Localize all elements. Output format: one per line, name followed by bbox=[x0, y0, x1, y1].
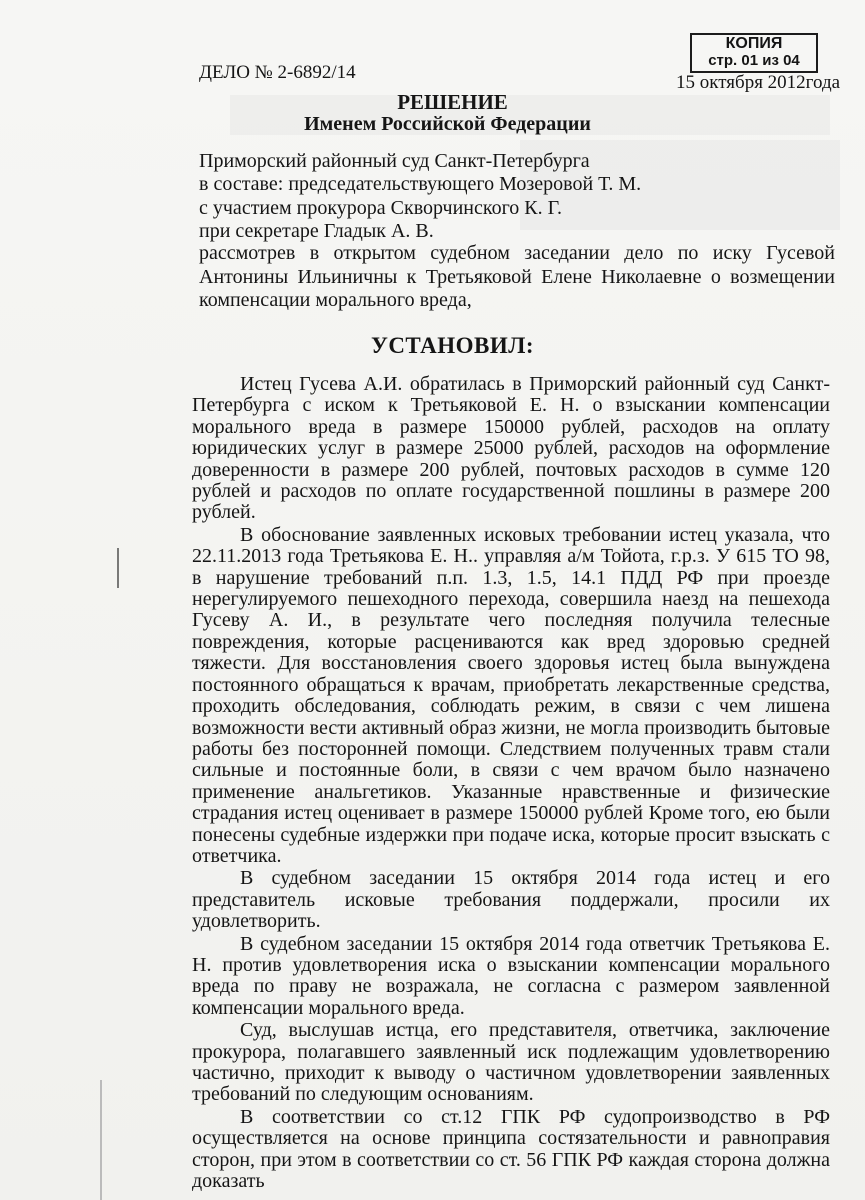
court-composition bbox=[199, 150, 839, 244]
body-paragraph: Истец Гусева А.И. обратилась в Приморский районный суд Санкт-Петербурга с иском к Третьяковой Е. Н. о взыскании компенсации морального вреда в размере 150000 рублей, расходов на оплату юридических услуг в размере 25000 рублей, расходов на оформление доверенности в размере 200 рублей, почтовых расходов в сумме 120 рублей и расходов по оплате государственной пошлины в размере 200 рублей. bbox=[192, 373, 830, 524]
court-line: Приморский районный суд Санкт-Петербурга bbox=[199, 150, 590, 172]
body-paragraph: В обоснование заявленных исковых требовании истец указала, что 22.11.2013 года Третьякова Е. Н.. управляя а/м Тойота, г.р.з. У 615 ТО 98, в нарушение требований п.п. 1.3, 1.5, 14.1 ПДД РФ при проезде нерегулируемого пешеходного перехода, совершила наезд на пешехода Гусеву А. И., в результате чего последняя получила телесные повреждения, которые расцениваются как вред здоровью средней тяжести. Для восстановления своего здоровья истец была вынуждена постоянного обращаться к врачам, приобретать лекарственные средства, проходить обследования, соблюдать режим, в связи с чем лишена возможности вести активный образ жизни, не могла производить бытовые работы без посторонней помощи. Следствием полученных травм стали сильные и постоянные боли, в связи с чем врачом было назначено применение анальгетиков. Указанные нравственные и физические страдания истец оценивает в размере 150000 рублей Кроме того, ею были понесены судебные издержки при подаче иска, которые просит взыскать с ответчика. bbox=[192, 523, 830, 867]
body-paragraph: Суд, выслушав истца, его представителя, ответчика, заключение прокурора, полагавшего заявленный иск подлежащим удовлетворению частично, приходит к выводу о частичном удовлетворении заявленных требований по следующим основаниям. bbox=[192, 1019, 830, 1106]
scan-mark bbox=[117, 548, 119, 588]
court-line: с участием прокурора Скворчинского К. Г. bbox=[199, 196, 562, 219]
body-paragraph: В судебном заседании 15 октября 2014 года ответчик Третьякова Е. Н. против удовлетворения иска о взыскании компенсации морального вреда по праву не возражала, не согласна с размером заявленной компенсации морального вреда. bbox=[192, 932, 830, 1019]
body-paragraph: В соответствии со ст.12 ГПК РФ судопроизводство в РФ осуществляется на основе принципа состязательности и равноправия сторон, при этом в соответствии со ст. 56 ГПК РФ каждая сторона должна доказать bbox=[192, 1105, 830, 1193]
scan-edge bbox=[100, 1080, 102, 1200]
court-line: в составе: председательствующего Мозеровой Т. М. bbox=[199, 173, 642, 196]
document-title: РЕШЕНИЕ bbox=[397, 90, 508, 114]
stamp-line-1: КОПИЯ bbox=[725, 35, 783, 52]
section-heading-established: УСТАНОВИЛ: bbox=[370, 333, 535, 358]
document-body bbox=[192, 374, 830, 1192]
body-paragraph: В судебном заседании 15 октября 2014 года истец и его представитель исковые требования поддержали, просили их удовлетворить. bbox=[192, 867, 830, 933]
stamp-line-2: стр. 01 из 04 bbox=[708, 52, 800, 69]
court-line: при секретаре Гладык А. В. bbox=[199, 220, 434, 243]
document-date: 15 октября 2012года bbox=[676, 72, 841, 93]
document-subtitle: Именем Российской Федерации bbox=[304, 113, 591, 135]
case-number: ДЕЛО № 2-6892/14 bbox=[199, 62, 356, 83]
copy-stamp bbox=[690, 33, 818, 73]
claim-description: рассмотрев в открытом судебном заседании дело по иску Гусевой Антонины Ильиничны к Третьяковой Елене Николаевне о возмещении компенсации морального вреда, bbox=[199, 242, 835, 311]
